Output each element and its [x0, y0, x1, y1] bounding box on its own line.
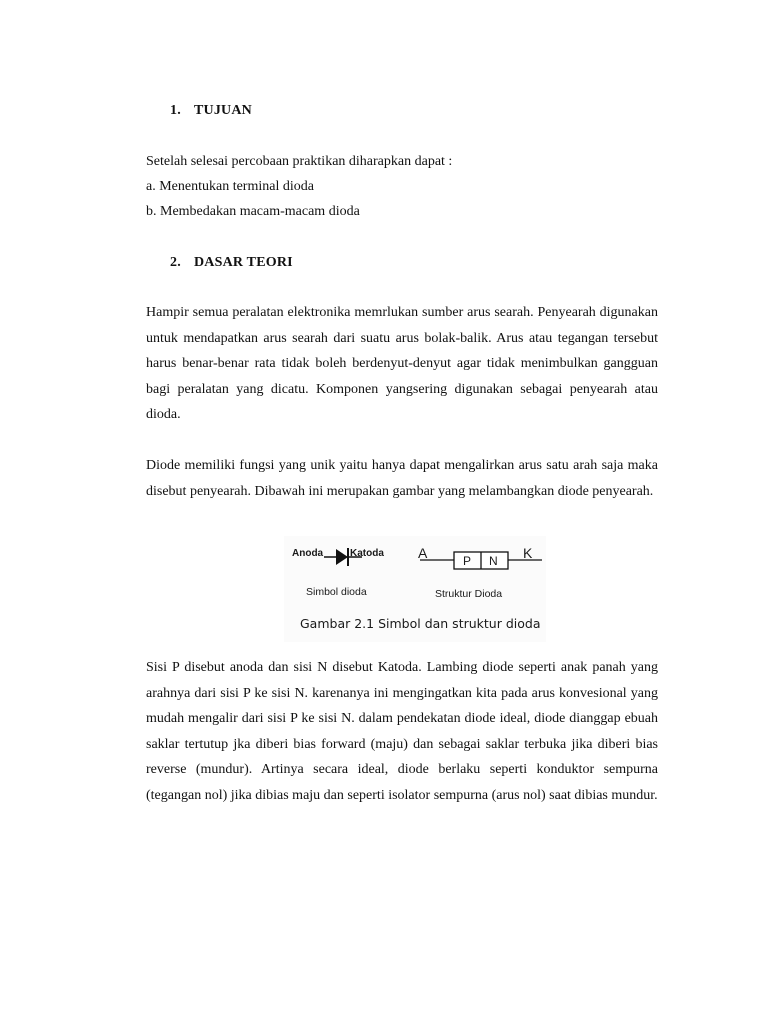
section-1-intro: Setelah selesai percobaan praktikan diharapkan dapat : [146, 154, 453, 169]
diode-diagram [284, 536, 546, 614]
section-1-title: TUJUAN [194, 103, 252, 118]
objective-item: a. Menentukan terminal dioda [146, 179, 314, 194]
anode-label: Anoda [292, 548, 324, 559]
diode-figure [284, 536, 546, 642]
figure-caption: Gambar 2.1 Simbol dan struktur dioda [300, 616, 541, 631]
terminal-k-label: K [523, 545, 533, 561]
structure-caption: Struktur Dioda [435, 588, 503, 600]
section-2-number: 2. [170, 255, 181, 270]
paragraph-anode-cathode: Sisi P disebut anoda dan sisi N disebut Katoda. Lambing diode seperti anak panah yang arahnya dari sisi P ke sisi N. karenanya ini mengingatkan kita pada arus konvesional yang mudah mengalir dari sisi P ke sisi N. dalam pendekatan diode ideal, diode dianggap ebuah saklar tertutup jka diberi bias forward (maju) dan sebagai saklar terbuka jika diberi bias reverse (mundur). Artinya secara ideal, diode berlaku seperti konduktor sempurna (tegangan nol) jika dibias maju dan seperti isolator sempurna (arus nol) saat dibias mundur. [146, 660, 658, 803]
section-1-heading [170, 103, 252, 119]
cathode-label: Katoda [350, 548, 384, 559]
anode-triangle [336, 549, 348, 565]
terminal-a-label: A [418, 545, 428, 561]
section-2-title: DASAR TEORI [194, 255, 293, 270]
p-region-label: P [463, 554, 472, 568]
n-region-label: N [489, 554, 498, 568]
section-2-heading [170, 255, 293, 271]
objective-item: b. Membedakan macam-macam dioda [146, 204, 360, 219]
paragraph-diode-function: Diode memiliki fungsi yang unik yaitu hanya dapat mengalirkan arus satu arah saja maka disebut penyearah. Dibawah ini merupakan gambar yang melambangkan diode penyearah. [146, 458, 658, 499]
section-1-number: 1. [170, 103, 181, 118]
paragraph-power-supply: Hampir semua peralatan elektronika memrlukan sumber arus searah. Penyearah digunakan untuk mendapatkan arus searah dari suatu arus bolak-balik. Arus atau tegangan tersebut harus benar-benar rata tidak boleh berdenyut-denyut agar tidak menimbulkan gangguan bagi peralatan yang dicatu. Komponen yangsering digunakan sebagai penyearah atau dioda. [146, 305, 658, 422]
symbol-caption: Simbol dioda [306, 586, 367, 598]
